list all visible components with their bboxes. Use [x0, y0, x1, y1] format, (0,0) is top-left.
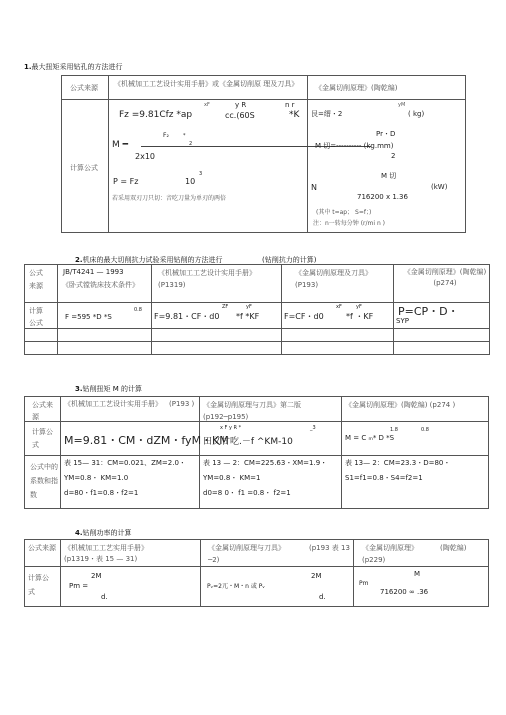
torque-formula: M ━	[112, 140, 129, 150]
cutting-force-formula: Fz =9.81Cfz *ap	[119, 110, 193, 120]
source-text: 《金属切削原理与刀具》	[208, 544, 285, 552]
empty-cell	[282, 329, 394, 342]
source-cell	[201, 540, 354, 567]
superscript: 0.8	[421, 427, 429, 433]
label-cell	[25, 303, 58, 329]
coefficient-line: YM=0.8・ KM=1.0	[64, 474, 129, 482]
label-cell	[25, 567, 61, 607]
drill-force-formula-3: F=CF・d0	[284, 312, 324, 321]
source-cell	[61, 397, 200, 422]
label-cell	[25, 422, 61, 456]
row-label: 计算公式	[70, 164, 98, 172]
coefficient-line: 表 13 — 2：CM=225.63・XM=1.9・	[203, 459, 328, 467]
empty-cell	[58, 342, 152, 355]
row-label: 公式中的系数和指数	[30, 463, 58, 499]
source-cell	[200, 397, 342, 422]
coefficient-line: 表 13— 2：CM=23.3・D=80・	[345, 459, 451, 467]
formula-cell	[201, 567, 354, 607]
section-number: 1.	[24, 63, 32, 71]
superscript: yF	[246, 304, 252, 310]
fraction-denominator: 2	[391, 152, 396, 160]
formula-fragment: SYP	[396, 317, 409, 325]
fraction-mark: *	[183, 133, 186, 139]
fraction-mark: 2	[189, 141, 193, 147]
parameter-note: 注：n一转每分钟 (r/mi n )	[313, 220, 386, 227]
coefficient-line: d=80・f1=0.8・f2=1	[64, 489, 139, 497]
section-3-heading	[75, 386, 142, 393]
unit: (kW)	[431, 183, 448, 191]
power-symbol: N	[311, 183, 317, 192]
drill-torque-formula-3: M = C ₘ* D *S	[345, 434, 395, 442]
source-cell	[152, 265, 282, 303]
formula-cell	[200, 422, 342, 456]
page-reference: ─2)	[208, 556, 220, 564]
coefficient-line: S1=f1=0.8・S4=f2=1	[345, 474, 423, 482]
section-2-heading	[75, 257, 223, 264]
drill-power-formula-1: Pm =	[69, 582, 89, 590]
formula-cell	[109, 100, 308, 233]
source-cell	[61, 540, 201, 567]
page-reference: (p229)	[362, 556, 386, 564]
superscript: 0.8	[134, 307, 142, 313]
source-text: 《金属切削原理与刀具》第二版 (p192─p195)	[203, 401, 301, 421]
source-text: 《金属切削原理》(陶乾编) (p274 )	[345, 401, 456, 409]
superscript: ZF	[222, 304, 229, 310]
superscript: 1.8	[390, 427, 398, 433]
section-title: 钻削扭矩 M 的计算	[82, 385, 143, 393]
empty-cell	[58, 329, 152, 342]
source-text: (陶乾编)	[440, 544, 467, 552]
row-label: 计算公式	[28, 574, 49, 596]
section-number: 3.	[75, 385, 83, 393]
source-cell	[308, 76, 466, 100]
section-2-heading-note: (钻削抗力的计算)	[262, 256, 317, 264]
label-cell	[25, 397, 61, 422]
source-cell	[394, 265, 490, 303]
source-text: 《机械加工工艺设计实用手册》(P1319)	[158, 269, 256, 289]
fraction-numerator: 2M	[91, 572, 102, 580]
max-torque-table	[61, 75, 466, 233]
source-cell	[58, 265, 152, 303]
label-cell	[25, 456, 61, 509]
source-text: 《机械加工工艺设计实用手册》	[64, 400, 162, 408]
source-text: 《卧式镗铣床技术条件》	[62, 281, 139, 289]
fraction-numerator: 2M	[311, 572, 322, 580]
page-reference: (p193 表 13	[309, 544, 350, 552]
source-text: 《金属切削原理》(陶乾编)	[315, 84, 398, 92]
section-1-heading	[24, 64, 123, 71]
drilling-force-table	[24, 264, 490, 355]
fraction-denominator: d.	[101, 593, 108, 601]
source-cell	[282, 265, 394, 303]
formula-fragment: cc.(60S	[225, 111, 255, 120]
drilling-torque-table	[24, 396, 489, 509]
cutting-force-formula-alt: 艮=缙・2	[311, 110, 343, 118]
drill-torque-formula-1: M=9.81・CM・dZM・fyM・KM	[64, 434, 229, 447]
source-text: 《金属切削原理》	[362, 544, 418, 552]
superscript: xF	[204, 102, 210, 108]
label-cell	[62, 100, 109, 233]
coefficient-cell	[342, 456, 489, 509]
superscript: xF	[336, 304, 342, 310]
superscript: yF	[356, 304, 362, 310]
formula-cell	[152, 303, 282, 329]
empty-cell	[25, 342, 58, 355]
drill-force-formula-4: P=CP・D・	[398, 305, 459, 318]
superscript: 3	[199, 171, 203, 177]
row-label: 公式来源	[28, 544, 56, 552]
source-cell	[342, 397, 489, 422]
formula-cell	[308, 100, 466, 233]
source-text: 《机械加工工艺设计实用手册》或《金属切削原 理及刀具》	[114, 80, 299, 88]
formula-cell	[342, 422, 489, 456]
drill-torque-formula-2: 田义甘吃.－f ^KM-10	[203, 437, 293, 447]
label-cell	[25, 265, 58, 303]
row-label: 公式来源	[29, 269, 43, 290]
fraction-numerator: F₂	[163, 132, 169, 139]
page-reference: (p1319・表 15 — 31)	[64, 555, 138, 563]
page-reference: (P193 )	[169, 400, 195, 408]
fraction-denominator: 2x10	[135, 152, 156, 161]
source-cell	[109, 76, 308, 100]
section-number: 2.	[75, 256, 83, 264]
fraction-denominator: 716200 ∞ .36	[380, 588, 429, 596]
fraction-numerator: Pr・D	[376, 130, 396, 138]
superscript: n r	[285, 101, 295, 109]
formula-fragment: *f *KF	[236, 312, 260, 321]
coefficient-line: d0=8 0・ f1 =0.8・ f2=1	[203, 489, 291, 497]
empty-cell	[282, 342, 394, 355]
formula-fragment: 10	[185, 177, 196, 186]
empty-cell	[25, 329, 58, 342]
empty-cell	[152, 329, 282, 342]
empty-cell	[394, 342, 490, 355]
formula-cell	[282, 303, 394, 329]
source-cell	[354, 540, 489, 567]
formula-cell	[394, 303, 490, 329]
section-title: 钻削功率的计算	[82, 529, 132, 537]
superscript: yM	[398, 102, 406, 108]
coefficient-line: 表 15— 31：CM=0.021、ZM=2.0・	[64, 459, 186, 467]
superscript: x F y R *	[220, 425, 242, 431]
empty-cell	[394, 329, 490, 342]
coefficient-cell	[61, 456, 200, 509]
source-text: 《金属切削原理及刀具》(P193)	[295, 269, 372, 289]
section-title: 最大扭矩采用钻孔的方法进行	[31, 63, 123, 71]
double-edge-note: 若采用双刃刀只切：音吃刀量为单刃的两倍	[112, 195, 227, 202]
standard-number: JB/T4241 — 1993	[63, 268, 124, 276]
torque-formula-alt: M 切=---------- (kg.mm)	[315, 142, 394, 150]
coefficient-cell	[200, 456, 342, 509]
formula-cell	[61, 422, 229, 456]
drill-power-formula-3: Pm	[359, 580, 369, 587]
empty-cell	[152, 342, 282, 355]
fraction-numerator: M 切	[381, 172, 397, 180]
formula-fragment: *f ・KF	[346, 312, 374, 321]
drill-power-formula-2: Pᵥ=2兀・M・n 或 Pᵥ	[207, 583, 265, 590]
row-label: 计算公式	[29, 307, 43, 327]
section-title: 机床的最大切削抗力试验采用钻削的方法进行	[82, 256, 223, 264]
section-number: 4.	[75, 529, 83, 537]
superscript: _3	[310, 425, 316, 431]
superscript: y R	[235, 101, 247, 109]
row-label: 公式来源	[32, 401, 53, 421]
fraction-denominator: 716200 x 1.36	[357, 193, 408, 201]
section-4-heading	[75, 530, 132, 537]
fraction-denominator: d.	[319, 593, 326, 601]
source-text: 《机械加工工艺实用手册》	[64, 544, 148, 552]
drill-force-formula-1: F =595 *D *S	[65, 313, 112, 321]
source-text: 《金属切削原理》(陶乾编)(p274)	[403, 268, 487, 287]
label-cell	[62, 76, 109, 100]
parameter-note: (其中 t=ap； S=f；)	[316, 209, 372, 216]
fraction-numerator: M	[414, 570, 421, 578]
formula-cell	[58, 303, 152, 329]
row-label: 公式来源	[70, 84, 98, 92]
row-label: 计算公式	[32, 428, 53, 449]
formula-cell	[354, 567, 489, 607]
label-cell	[25, 540, 61, 567]
formula-cell	[61, 567, 201, 607]
coefficient-line: YM=0.8・ KM=1	[203, 474, 261, 482]
drilling-power-table	[24, 539, 489, 607]
drill-force-formula-2: F=9.81・CF・d0	[154, 312, 220, 321]
formula-fragment: *K	[289, 110, 300, 120]
power-formula: P = Fz	[113, 177, 139, 186]
unit: ( kg)	[408, 110, 425, 118]
